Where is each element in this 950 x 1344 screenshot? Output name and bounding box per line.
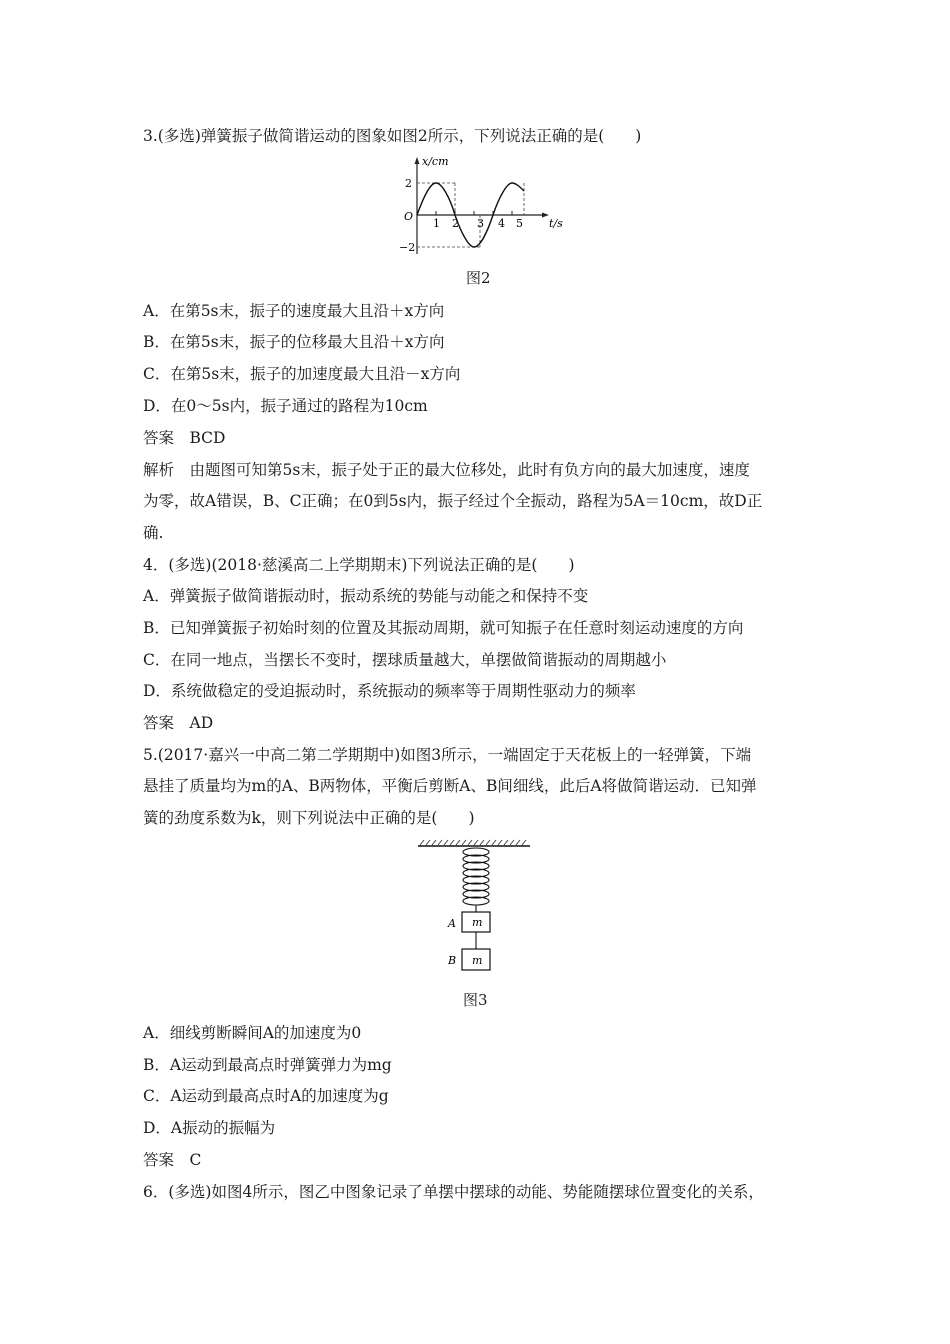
q4-stem: 4．(多选)(2018·慈溪高二上学期期末)下列说法正确的是( )	[143, 556, 575, 574]
block-a-mass: m	[472, 916, 483, 929]
y-tick-2: 2	[405, 177, 412, 190]
q4-option-c: C．在同一地点，当摆长不变时，摆球质量越大，单摆做简谐振动的周期越小	[143, 651, 667, 669]
q4-option-a: A．弹簧振子做简谐振动时，振动系统的势能与动能之和保持不变	[143, 587, 589, 605]
q4-answer: 答案 AD	[143, 714, 214, 732]
q3-analysis-line-3: 确.	[143, 524, 164, 542]
q5-answer: 答案 C	[143, 1151, 202, 1169]
q5-option-c: C．A运动到最高点时A的加速度为g	[143, 1087, 389, 1105]
q5-figure-spring	[410, 838, 540, 978]
q6-stem: 6．(多选)如图4所示，图乙中图象记录了单摆中摆球的动能、势能随摆球位置变化的关系，	[143, 1183, 764, 1201]
x-axis-label: t/s	[549, 217, 563, 230]
block-b-label: B	[448, 954, 457, 967]
figure-2-caption: 图2	[466, 269, 491, 287]
q3-analysis-line-1: 解析 由题图可知第5s末，振子处于正的最大位移处，此时有负方向的最大加速度，速度	[143, 461, 750, 479]
q3-option-a: A．在第5s末，振子的速度最大且沿＋x方向	[143, 302, 445, 320]
q5-stem-line-1: 5.(2017·嘉兴一中高二第二学期期中)如图3所示，一端固定于天花板上的一轻弹簧，下端	[143, 746, 752, 764]
q4-option-b: B．已知弹簧振子初始时刻的位置及其振动周期，就可知振子在任意时刻运动速度的方向	[143, 619, 744, 637]
q4-option-d: D．系统做稳定的受迫振动时，系统振动的频率等于周期性驱动力的频率	[143, 682, 636, 700]
figure-3-caption: 图3	[463, 991, 488, 1009]
block-a-label: A	[448, 917, 456, 930]
q5-stem-line-3: 簧的劲度系数为k，则下列说法中正确的是( )	[143, 809, 475, 827]
x-tick-3: 3	[477, 217, 484, 230]
q5-stem-line-2: 悬挂了质量均为m的A、B两物体，平衡后剪断A、B间细线，此后A将做简谐运动．已知弹	[143, 777, 757, 795]
q3-stem: 3.(多选)弹簧振子做简谐运动的图象如图2所示，下列说法正确的是( )	[143, 127, 642, 145]
x-tick-2: 2	[452, 217, 459, 230]
origin-label: O	[404, 210, 414, 223]
q3-answer: 答案 BCD	[143, 429, 226, 447]
q5-option-a: A．细线剪断瞬间A的加速度为0	[143, 1024, 362, 1042]
q3-figure-graph	[395, 153, 565, 258]
block-b-mass: m	[472, 954, 483, 967]
q3-option-d: D．在0～5s内，振子通过的路程为10cm	[143, 397, 428, 415]
q3-option-c: C．在第5s末，振子的加速度最大且沿－x方向	[143, 365, 461, 383]
q5-option-d: D．A振动的振幅为	[143, 1119, 276, 1137]
q5-option-b: B．A运动到最高点时弹簧弹力为mg	[143, 1056, 392, 1074]
y-tick-neg2: −2	[399, 241, 416, 254]
x-tick-4: 4	[498, 217, 505, 230]
x-tick-5: 5	[516, 217, 523, 230]
x-tick-1: 1	[433, 217, 440, 230]
y-axis-label: x/cm	[422, 155, 449, 168]
q3-analysis-line-2: 为零，故A错误，B、C正确；在0到5s内，振子经过个全振动，路程为5A＝10cm，故D正	[143, 492, 763, 510]
q3-option-b: B．在第5s末，振子的位移最大且沿＋x方向	[143, 333, 445, 351]
